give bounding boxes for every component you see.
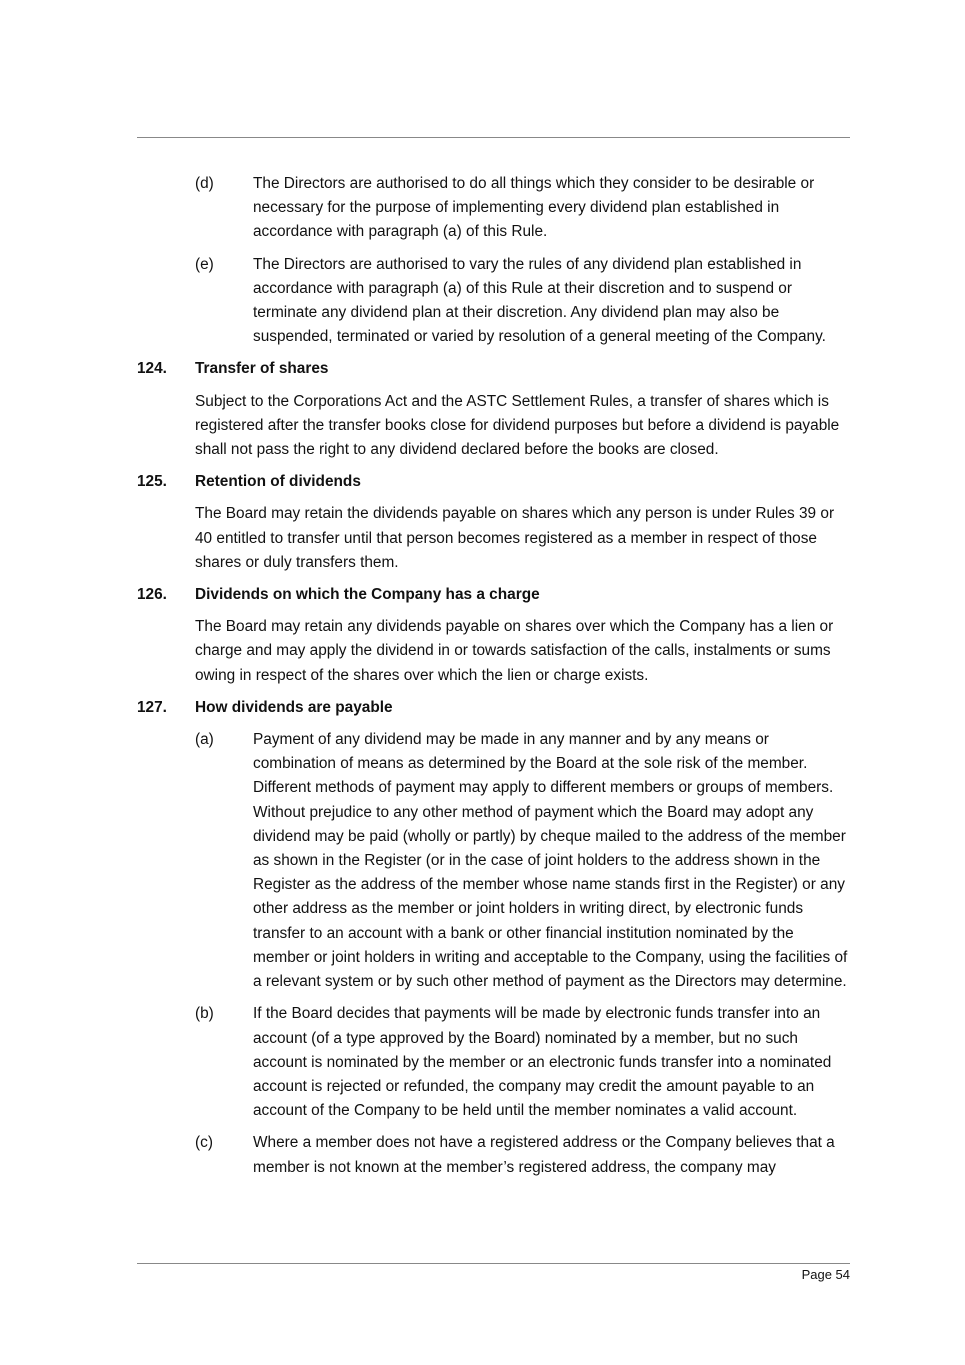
rule-126-text: The Board may retain any dividends payable on shares over which the Company has a lien or charge and may apply the dividend in or towards satisfaction of the calls, instalments or sums owing in respect of the shares over which the lien or charge exists. bbox=[195, 618, 834, 684]
rule-127-title: How dividends are payable bbox=[195, 698, 393, 716]
clause-e-label: (e) bbox=[195, 255, 214, 273]
clause-127c bbox=[137, 1131, 850, 1179]
clause-127c-label: (c) bbox=[195, 1134, 213, 1152]
clause-127a-text: Payment of any dividend may be made in any manner and by any means or combination of means as determined by the Board at the sole risk of the member. Different methods of payment may apply to different members or groups of members. Without prejudice to any other method of payment which the Board may adopt any dividend may be paid (wholly or partly) by cheque mailed to the address of the member as shown in the Register (or in the case of joint holders to the address shown in the Register as the address of the member whose name stands first in the Register) or any other address as the member or joint holders in writing direct, by electronic funds transfer to an account with a bank or other financial institution nominated by the member or joint holders in writing and acceptable to the Company, using the facilities of a relevant system or by such other method of payment as the Directors may determine. bbox=[253, 731, 848, 991]
clause-127a-label: (a) bbox=[195, 731, 214, 749]
header-divider bbox=[137, 137, 850, 138]
clause-d-label: (d) bbox=[195, 175, 214, 192]
clause-e-text: The Directors are authorised to vary the rules of any dividend plan established in accordance with paragraph (a) of this Rule at their discretion and to suspend or terminate any dividend plan at their discretion. Any dividend plan may also be suspended, terminated or varied by resolution of a general meeting of the Company. bbox=[253, 255, 826, 346]
clause-d-text: The Directors are authorised to do all things which they consider to be desirable or necessary for the purpose of implementing every dividend plan established in accordance with paragraph (a) of this Rule. bbox=[253, 175, 815, 241]
clause-e bbox=[137, 253, 850, 350]
clause-127b-label: (b) bbox=[195, 1005, 214, 1023]
rule-124-number: 124. bbox=[137, 360, 167, 378]
rule-125-heading bbox=[137, 470, 850, 494]
rule-124-text: Subject to the Corporations Act and the ASTC Settlement Rules, a transfer of shares which is registered after the transfer books close for dividend purposes but before a dividend is payable shall not pass the right to any dividend declared before the books are closed. bbox=[195, 392, 840, 459]
clause-127b-text: If the Board decides that payments will be made by electronic funds transfer into an account (of a type approved by the Board) nominated by a member, but no such account is nominated by the member or an electronic funds transfer into a nominated account is rejected or refunded, the company may credit the amount payable to an account of the Company to be held until the member nominates a valid account. bbox=[253, 1005, 832, 1120]
footer-divider bbox=[137, 1263, 850, 1264]
document-body bbox=[137, 172, 850, 1188]
rule-125-text: The Board may retain the dividends payable on shares which any person is under Rules 39 or 40 entitled to transfer until that person becomes registered as a member in respect of those shares or duly transfers them. bbox=[195, 505, 835, 571]
rule-126-heading bbox=[137, 583, 850, 607]
clause-127c-text: Where a member does not have a registered address or the Company believes that a member is not known at the member’s registered address, the company may bbox=[253, 1134, 835, 1176]
rule-124-title: Transfer of shares bbox=[195, 360, 329, 378]
clause-127a bbox=[137, 728, 850, 994]
rule-127-heading bbox=[137, 696, 850, 720]
rule-127-number: 127. bbox=[137, 698, 167, 716]
clause-127b bbox=[137, 1002, 850, 1123]
rule-126-title: Dividends on which the Company has a charge bbox=[195, 586, 540, 604]
rule-125-title: Retention of dividends bbox=[195, 473, 361, 491]
rule-124-heading bbox=[137, 357, 850, 381]
rule-126-number: 126. bbox=[137, 586, 167, 604]
page-number: Page 54 bbox=[801, 1267, 850, 1282]
clause-d bbox=[137, 172, 850, 245]
rule-125-number: 125. bbox=[137, 473, 167, 491]
